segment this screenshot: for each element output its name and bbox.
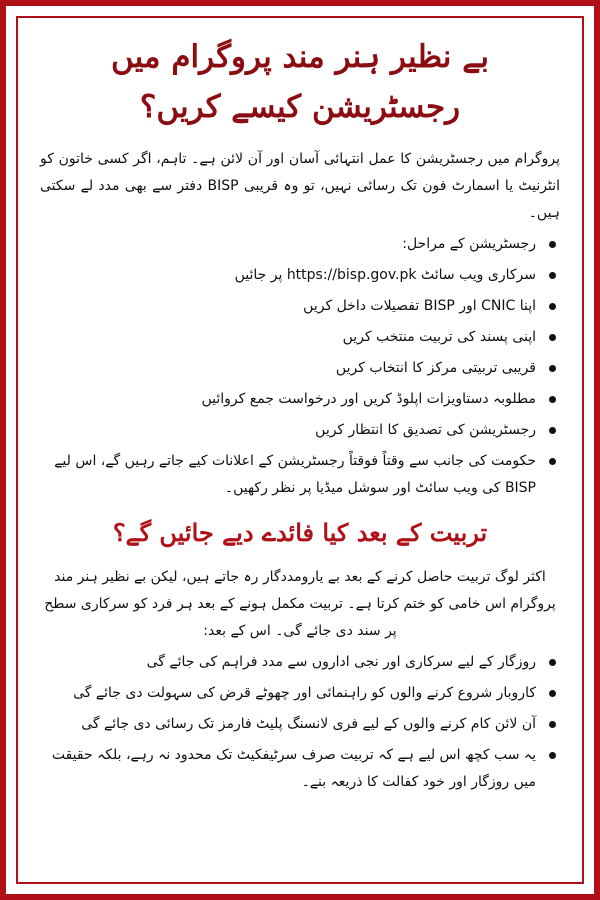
benefits-list	[40, 649, 560, 796]
step-text: رجسٹریشن کے مراحل:	[402, 236, 536, 252]
benefit-text: آن لائن کام کرنے والوں کے لیے فری لانسنگ پلیٹ فارمز تک رسائی دی جائے گی	[81, 716, 536, 732]
registration-section	[40, 146, 560, 502]
step-text: اپنا CNIC اور BISP تفصیلات داخل کریں	[303, 298, 536, 314]
list-item	[40, 649, 560, 676]
bullet-icon	[549, 365, 556, 372]
step-text: اپنی پسند کی تربیت منتخب کریں	[342, 329, 536, 345]
bullet-icon	[549, 334, 556, 341]
benefits-heading: تربیت کے بعد کیا فائدے دیے جائیں گے؟	[112, 518, 488, 547]
step-text: حکومت کی جانب سے وقتاً فوقتاً رجسٹریشن کے اعلانات کیے جاتے رہیں گے، اس لیے BISP کی ویب سائٹ اور سوشل میڈیا پر نظر رکھیں۔	[54, 453, 536, 496]
bullet-icon	[549, 241, 556, 248]
page-title: بے نظیر ہنر مند پروگرام میں رجسٹریشن کیسے کریں؟	[110, 39, 490, 125]
list-item	[40, 324, 560, 351]
list-item	[40, 680, 560, 707]
step-text: مطلوبہ دستاویزات اپلوڈ کریں اور درخواست جمع کروائیں	[201, 391, 536, 407]
benefits-paragraph: اکثر لوگ تربیت حاصل کرنے کے بعد بے یارومددگار رہ جاتے ہیں، لیکن بے نظیر ہنر مند پروگرام اس خامی کو ختم کرتا ہے۔ تربیت مکمل ہونے کے بعد ہر فرد کو سرکاری سطح پر سند دی جائے گی۔ اس کے بعد:	[44, 569, 556, 639]
benefits-section	[40, 564, 560, 796]
list-item	[40, 448, 560, 502]
bullet-icon	[549, 752, 556, 759]
bullet-icon	[549, 721, 556, 728]
list-item	[40, 231, 560, 258]
benefit-text: یہ سب کچھ اس لیے ہے کہ تربیت صرف سرٹیفکیٹ تک محدود نہ رہے، بلکہ حقیقت میں روزگار اور خود کفالت کا ذریعہ بنے۔	[51, 747, 536, 790]
content-panel	[16, 16, 584, 884]
bullet-icon	[549, 458, 556, 465]
list-item	[40, 293, 560, 320]
bullet-icon	[549, 396, 556, 403]
bullet-icon	[549, 272, 556, 279]
bullet-icon	[549, 303, 556, 310]
list-item	[40, 262, 560, 289]
benefit-text: کاروبار شروع کرنے والوں کو راہنمائی اور چھوٹے قرض کی سہولت دی جائے گی	[73, 685, 536, 701]
step-text: قریبی تربیتی مرکز کا انتخاب کریں	[335, 360, 536, 376]
list-item	[40, 386, 560, 413]
list-item	[40, 355, 560, 382]
bullet-icon	[549, 690, 556, 697]
registration-steps-list	[40, 231, 560, 502]
list-item	[40, 711, 560, 738]
step-text: سرکاری ویب سائٹ https://bisp.gov.pk پر جائیں	[234, 267, 536, 283]
step-text: رجسٹریشن کی تصدیق کا انتظار کریں	[315, 422, 536, 438]
benefit-text: روزگار کے لیے سرکاری اور نجی اداروں سے مدد فراہم کی جائے گی	[146, 654, 536, 670]
intro-paragraph: پروگرام میں رجسٹریشن کا عمل انتہائی آسان اور آن لائن ہے۔ تاہم، اگر کسی خاتون کو انٹرنیٹ یا اسمارٹ فون تک رسائی نہیں، تو وہ قریبی BISP دفتر سے بھی مدد لے سکتی ہیں۔	[40, 151, 560, 221]
bullet-icon	[549, 427, 556, 434]
bullet-icon	[549, 659, 556, 666]
list-item	[40, 417, 560, 444]
list-item	[40, 742, 560, 796]
